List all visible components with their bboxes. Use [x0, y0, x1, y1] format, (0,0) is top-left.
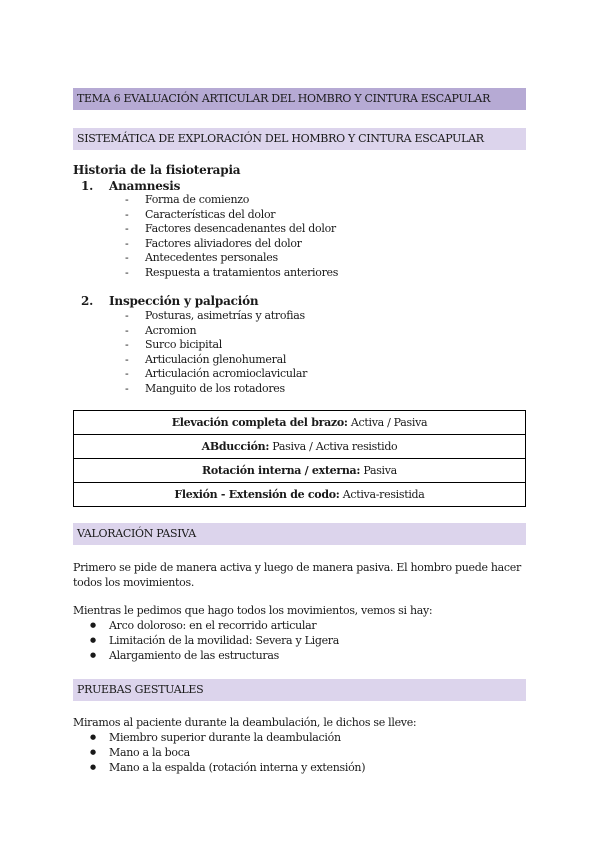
section-heading-valoracion: VALORACIÓN PASIVA	[73, 523, 526, 545]
list-item: ● Miembro superior durante la deambulación	[90, 730, 365, 745]
inspeccion-heading	[73, 294, 258, 308]
list-item: - Articulación glenohumeral	[125, 353, 307, 368]
valoracion-paragraph-2: Mientras le pedimos que hago todos los movimientos, vemos si hay:	[73, 604, 433, 617]
movement-value: Pasiva / Activa resistido	[269, 440, 398, 453]
inspeccion-number: 2.	[81, 294, 94, 308]
list-item: - Forma de comienzo	[125, 193, 338, 208]
anamnesis-title: Anamnesis	[109, 179, 181, 193]
list-item: - Acromion	[125, 324, 307, 339]
inspeccion-title: Inspección y palpación	[109, 294, 259, 308]
movement-table	[73, 410, 526, 507]
list-item: - Surco bicipital	[125, 338, 307, 353]
section-heading-exploracion: SISTEMÁTICA DE EXPLORACIÓN DEL HOMBRO Y CINTURA ESCAPULAR	[73, 128, 526, 150]
movement-label: Rotación interna / externa:	[202, 464, 361, 477]
movement-value: Activa / Pasiva	[347, 416, 428, 429]
historia-title: Historia de la fisioterapia	[73, 163, 241, 177]
movement-label: Elevación completa del brazo:	[171, 416, 348, 429]
list-item: ● Alargamiento de las estructuras	[90, 648, 339, 663]
anamnesis-number: 1.	[81, 179, 94, 193]
movement-label: Flexión - Extensión de codo:	[174, 488, 340, 501]
list-item: ● Mano a la boca	[90, 745, 365, 760]
table-row	[74, 483, 526, 507]
table-cell	[74, 483, 526, 507]
list-item: - Características del dolor	[125, 208, 338, 223]
movement-value: Activa-resistida	[339, 488, 425, 501]
movement-label: ABducción:	[201, 440, 270, 453]
valoracion-list	[90, 618, 339, 663]
list-item: - Respuesta a tratamientos anteriores	[125, 266, 338, 281]
inspeccion-list	[125, 309, 307, 397]
list-item: - Posturas, asimetrías y atrofias	[125, 309, 307, 324]
anamnesis-list	[125, 193, 338, 281]
list-item: - Articulación acromioclavicular	[125, 367, 307, 382]
table-row	[74, 459, 526, 483]
table-cell	[74, 459, 526, 483]
list-item: ● Arco doloroso: en el recorrido articular	[90, 618, 339, 633]
list-item: ● Mano a la espalda (rotación interna y extensión)	[90, 760, 365, 775]
table-cell	[74, 435, 526, 459]
list-item: - Manguito de los rotadores	[125, 382, 307, 397]
section-heading-pruebas: PRUEBAS GESTUALES	[73, 679, 526, 701]
topic-header-band: TEMA 6 EVALUACIÓN ARTICULAR DEL HOMBRO Y CINTURA ESCAPULAR	[73, 88, 526, 110]
list-item: ● Limitación de la movilidad: Severa y Ligera	[90, 633, 339, 648]
table-cell	[74, 411, 526, 435]
pruebas-list	[90, 730, 365, 775]
movement-value: Pasiva	[360, 464, 397, 477]
valoracion-paragraph-1: Primero se pide de manera activa y luego de manera pasiva. El hombro puede hacer todos los movimientos.	[73, 561, 521, 589]
anamnesis-heading	[73, 179, 180, 193]
list-item: - Factores desencadenantes del dolor	[125, 222, 338, 237]
table-row	[74, 411, 526, 435]
table-row	[74, 435, 526, 459]
list-item: - Antecedentes personales	[125, 251, 338, 266]
pruebas-paragraph: Miramos al paciente durante la deambulación, le dichos se lleve:	[73, 716, 417, 729]
list-item: - Factores aliviadores del dolor	[125, 237, 338, 252]
